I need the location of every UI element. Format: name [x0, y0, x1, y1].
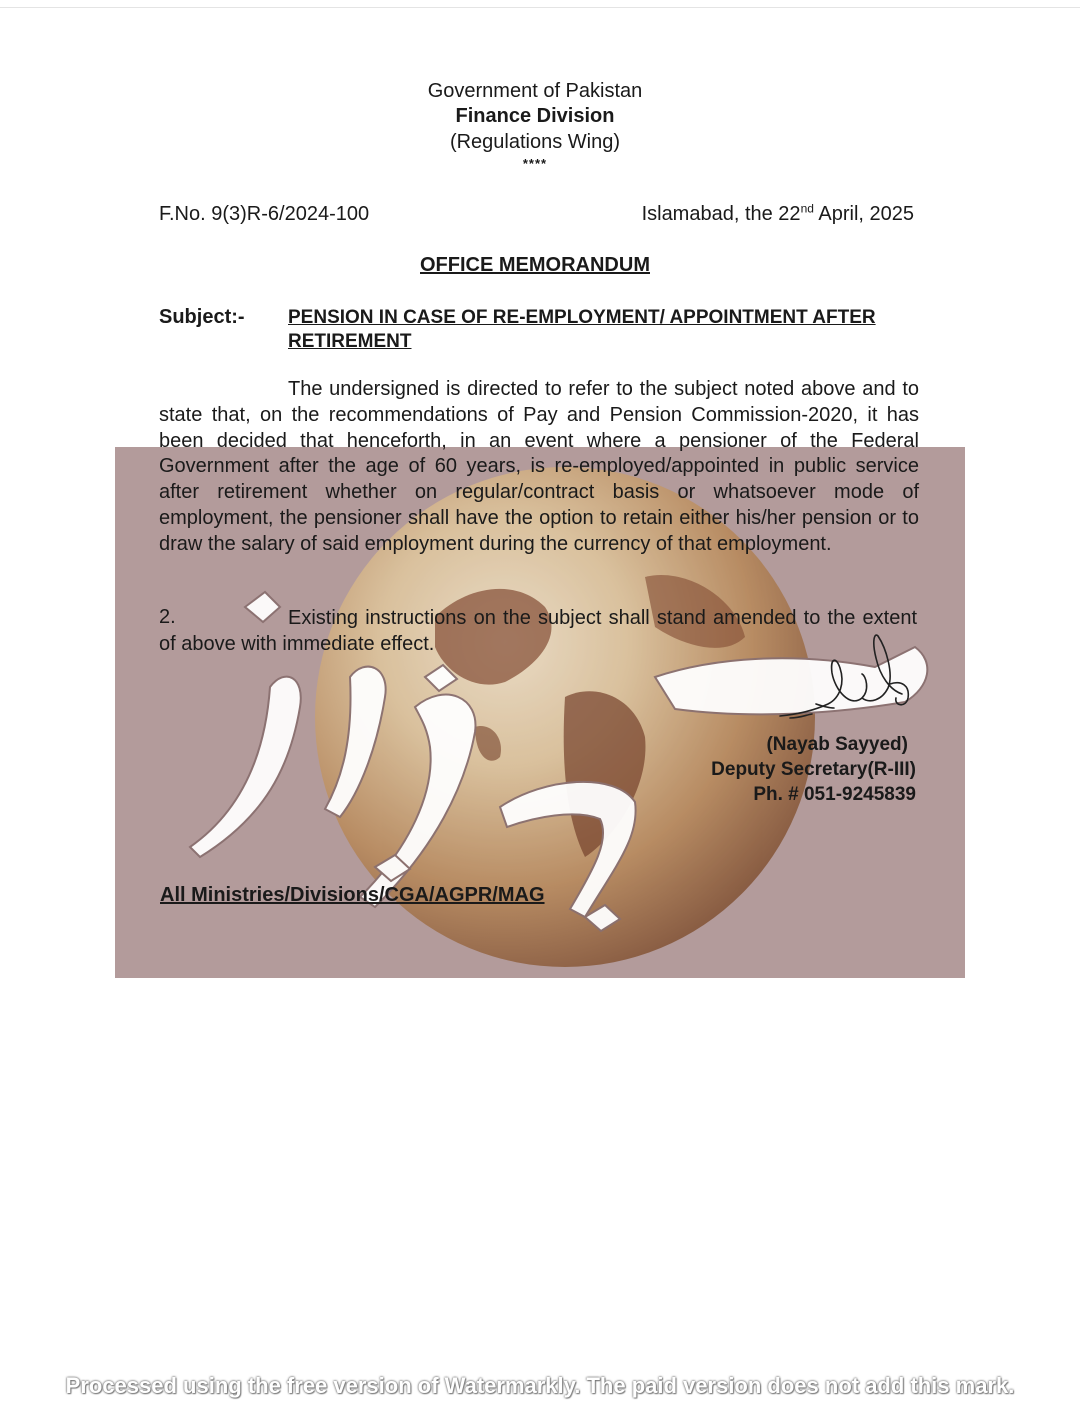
watermark-footer-text: Processed using the free version of Watermarkly. The paid version does not add this mark.: [65, 1373, 1015, 1398]
heading-separator: ****: [522, 156, 548, 171]
paragraph-2-number: 2.: [159, 606, 176, 628]
signature-image: [770, 628, 940, 748]
date-rest: April, 2025: [813, 203, 914, 225]
signatory-designation: Deputy Secretary(R-III): [711, 759, 916, 780]
date-prefix: Islamabad, the 22: [641, 203, 801, 225]
signatory-block: [711, 732, 916, 807]
subject-label: Subject:-: [159, 306, 245, 328]
date-line: [642, 203, 914, 226]
paragraph-1: The undersigned is directed to refer to the subject noted above and to state that, on the recommendations of Pay and Pension Commission-2020, it has been decided that henceforth, in an event where a pensioner of the Federal Government after the age of 60 years, is re-employed/appointed in public service after retirement whether on regular/contract basis or whatsoever mode of employment, the pensioner shall have the option to retain either his/her pension or to draw the salary of said employment during the currency of that employment.: [159, 378, 919, 555]
signatory-phone: Ph. # 051-9245839: [753, 784, 916, 805]
date-ordinal: nd: [800, 201, 814, 216]
memo-title: OFFICE MEMORANDUM: [420, 254, 650, 276]
distribution-list: All Ministries/Divisions/CGA/AGPR/MAG: [160, 884, 545, 906]
subject-text: PENSION IN CASE OF RE-EMPLOYMENT/ APPOINTMENT AFTER RETIREMENT: [288, 307, 876, 352]
government-heading: Government of Pakistan: [427, 80, 643, 102]
wing-heading: (Regulations Wing): [449, 131, 621, 153]
signatory-name: (Nayab Sayyed): [766, 734, 908, 755]
file-number: F.No. 9(3)R-6/2024-100: [159, 203, 370, 225]
paragraph-2: Existing instructions on the subject shall stand amended to the extent of above with immediate effect.: [159, 607, 917, 655]
division-heading: Finance Division: [455, 105, 615, 127]
